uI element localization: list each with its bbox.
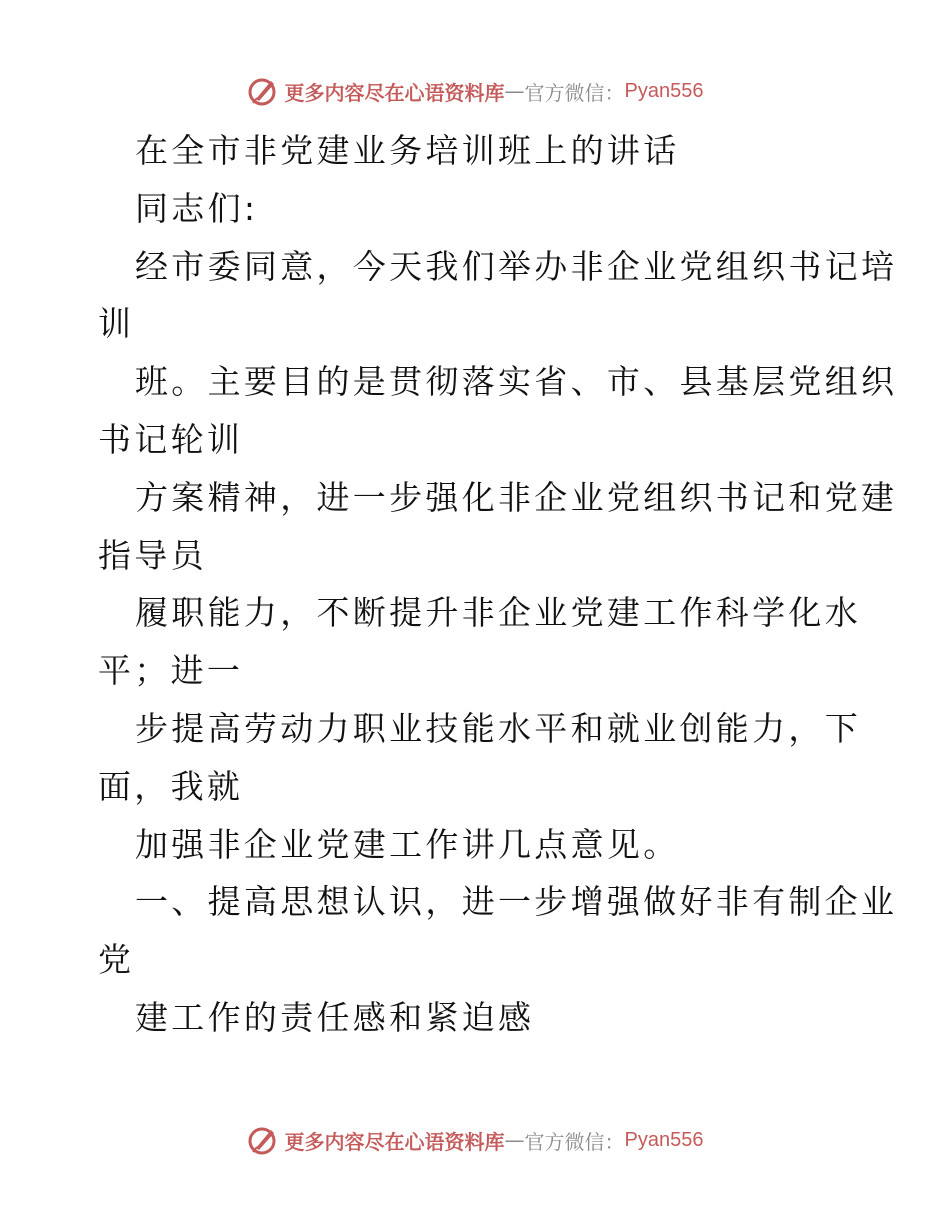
banner-wechat-label: 官方微信： — [524, 80, 625, 105]
banner-main-text: 更多内容尽在心语资料库 — [284, 80, 505, 105]
document-body — [98, 122, 898, 1047]
banner-wechat-label: 官方微信： — [524, 1129, 625, 1154]
banner-main-text: 更多内容尽在心语资料库 — [284, 1129, 505, 1154]
body-line-wrap: 平；进一 — [98, 651, 244, 691]
quill-pen-logo-icon — [247, 75, 279, 107]
banner-wechat-id: Pyan556 — [624, 79, 704, 102]
banner-wechat-id: Pyan556 — [624, 1128, 704, 1151]
section-heading-cont: 建工作的责任感和紧迫感 — [135, 997, 535, 1037]
body-line-wrap: 指导员 — [98, 535, 207, 575]
body-line: 方案精神，进一步强化非企业党组织书记和党建 — [135, 477, 898, 517]
body-line: 加强非企业党建工作讲几点意见。 — [135, 824, 680, 864]
banner-separator: — — [504, 1128, 525, 1152]
banner-separator: — — [504, 79, 525, 103]
document-title: 在全市非党建业务培训班上的讲话 — [135, 131, 680, 170]
body-line: 经市委同意，今天我们举办非企业党组织书记培 — [135, 246, 898, 286]
header-banner[interactable] — [0, 71, 950, 111]
section-heading-wrap: 党 — [98, 940, 135, 980]
body-line: 履职能力，不断提升非企业党建工作科学化水 — [135, 593, 861, 633]
quill-pen-logo-icon — [247, 1124, 279, 1156]
body-line-wrap: 面，我就 — [98, 766, 244, 806]
body-line: 步提高劳动力职业技能水平和就业创能力，下 — [135, 708, 861, 748]
salutation: 同志们: — [135, 188, 259, 228]
body-line-wrap: 书记轮训 — [98, 419, 244, 459]
footer-banner[interactable] — [0, 1120, 950, 1160]
body-line-wrap: 训 — [98, 304, 135, 344]
body-line: 班。主要目的是贯彻落实省、市、县基层党组织 — [135, 362, 898, 402]
section-heading: 一、提高思想认识，进一步增强做好非有制企业 — [135, 882, 898, 922]
